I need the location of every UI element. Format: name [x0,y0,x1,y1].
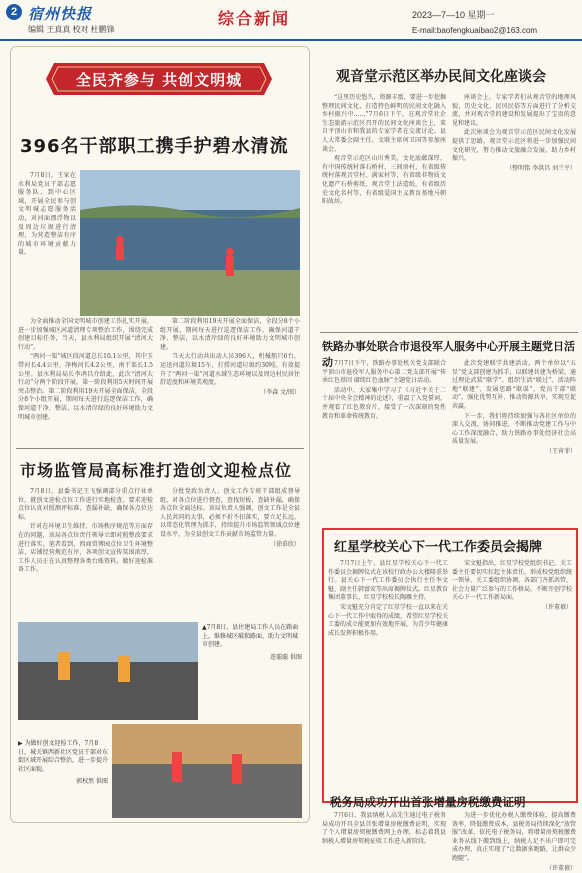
street-scene-icon [112,724,302,818]
section-divider [16,448,304,449]
article1-title: 396名干部职工携手护碧水清流 [20,136,289,157]
river-cleanup-photo [80,170,300,316]
article3-body-left [322,94,446,334]
masthead [0,0,582,42]
article5-body-right [452,560,572,798]
issue-date: 2023—7—10 星期一 [412,10,495,20]
article1-body [18,172,76,314]
caption-text: ▶ 为做好创文迎检工作，7月8日，城关镇西新社区党员干部对东街区域开展综合整治，进一步提升社区面貌。 [18,740,109,773]
caption-credit: 连聪聪 供图 [270,653,302,661]
article4-paragraph: 下一步，我们将持续加强与各社区单位的深入交流，协同推进，不断推动党建工作与中心工作深度融合，助力铁路办事处经济社会高质量发展。 [452,412,576,446]
article5-paragraph: 宋文魁指出，红星学校党组织书记、关工委主任要切实扛起主体责任，形成校党组织统一领导、关工委组织协调、各部门齐抓共管、社会力量广泛参与的工作格局，不断开创学校关心下一代工作新局面。 [452,560,573,602]
article6-body-right [452,812,576,872]
article2-body-right [160,488,300,618]
article1-continued [18,318,153,444]
article1-paragraph: “两河一渠”城区段河道总长10.1公里，其中玉带河长4.4公里、净梅河长4.2公里、南干渠长1.5公里。县水利局局长李鸿昌介绍此，此次“清河大行动”分两个阶段开展，第一阶段利用5天时间开展突击整治。第二阶段利用19天开展全面保洁，全段分8个小组开展，期间每天进行巡逻保洁工作，确保河道干净、整洁，以水清岸绿的良好环境助力文明城市创建。 [18,353,153,421]
road-repair-photo [18,622,198,720]
article1-side [160,318,300,444]
article4-title: 铁路办事处联合市退役军人服务中心开展主题党日活动 [322,340,575,369]
banner-text: 全民齐参与 共创文明城 [75,71,243,89]
campaign-banner [44,60,274,98]
section-title: 综合新闻 [218,9,291,28]
article3-paragraph: 此次座谈会为观音堂示范区民间文化发展提供了思路，观音堂示范区将进一步加强民间文化研究，努力推动文旅融合发展，助力乡村振兴。 [452,129,576,163]
article4-paragraph: 此次党建联学共建活动，两个单位以“五星”党支部创建为抓手，以联建共建为桥梁，通过理论武装“联学”、组织生活“联过”、活动阵地“联建”，发展思路“联谋”，党员干部“联动”，强化优势互补、推动资源共享，实现互促共赢。 [452,360,576,410]
community-photo-caption [18,740,108,820]
article5-title: 红星学校关心下一代工作委员会揭牌 [334,540,543,555]
article5-paragraph: 宋文魁充分肯定了红星学校一直以来在关心下一代工作中取得的成绩，希望红星学校关工委的成立能更加有效地开展，为青少年健康成长发挥积极作用。 [328,603,449,637]
article3-paragraph: 座谈会上，专家学者们从观音堂的地理风貌、历史文化、民风民俗等方面进行了分析交流，并对观音堂的建设和发展提出了宝贵的意见和建议。 [452,94,576,127]
community-cleanup-photo [112,724,302,818]
article6-paragraph: 7月6日，我县纳税人高先生通过电子税务局成功开具全县首张增量房税缴费证明，实现了个人增量房契税缴费网上办理，标志着我县纳税人增量房契税征收工作进入新阶段。 [322,812,446,845]
contact-email[interactable]: E-mail:baofengkuaibao2@163.com [412,26,538,35]
article2-body [18,488,153,618]
article5-body-left [328,560,448,798]
article5-paragraph: 7月7日上午，县红星学校关心下一代工作委员会揭牌仪式在该校行政办公大楼隆重举行。县关心下一代工作委员会执行主任李文魁、副主任韩富安等出席揭牌仪式。红星教育集团董事长、红星学校校长陶雁主持。 [328,560,449,602]
river-scene-icon [80,170,300,316]
article4-paragraph: 活动中，大家集中学习了《习近平关于二十届中央全会精神的论述》，重温了入党誓词，并观看了红色教育片，接受了一次深刻的党性教育和革命传统教育。 [322,386,446,420]
caption-credit: 郭权然 供图 [76,778,108,785]
article4-byline: （王宵菲） [545,447,576,455]
article4-body-left [322,360,446,520]
caption-text: ▲7月8日，县住建局工作人员在路面上，维修城区破损路面，助力文明城市创建。 [202,624,299,648]
newspaper-logo: 宿州快报 [28,5,93,23]
article3-paragraph: 观音堂示范区山川秀美，文化底蕴深厚，有中国传统村落石桥村、三间房村，有省级传统村落观音堂村、满家村等，有省级非物质文化遗产石桥剪纸、观音堂土法造纸，有省级历史文化名村等，有省级爱国主义教育基地马朝阳故居。 [322,155,446,206]
page-number: 2 [6,4,22,20]
article3-paragraph: “这里历史悠久，资源丰富，要进一步挖掘整理民间文化，打造特色鲜明的民间文化融入乡村振兴中……”7月6日下午，在观音堂社企生态旅游示范区召开的民间文化座谈会上，来自平顶山市和我县的专家学者在交流讨论。县人大常委会副主任、文联主席何卫国等参加座谈会。 [322,94,446,153]
article3-title: 观音堂示范区举办民间文化座谈会 [336,69,546,85]
article6-byline: （许董禛） [545,864,576,872]
article1-paragraph: 当天大行动共出动人员396人，机械船只6台，运送河道垃圾15车，打捞河道垃圾约30吨。有效提升了“两河一渠”河道水域生态环境以及周边村民居住舒适度和环境美观度。 [160,353,300,387]
article2-byline: （徐慕欣） [269,540,300,548]
road-work-scene-icon [18,622,198,720]
article6-body-left [322,812,446,845]
article1-byline: （李森 文/图） [260,388,300,396]
article4-paragraph: 7月7日下午，铁路办事处机关党支部联合平顶山市退役军人服务中心第二党支部开展“传承红色基因 赓续红色血脉”主题党日活动。 [322,360,446,385]
article2-paragraph: 7月8日，县委书记王飞强调部分重点行业单位，就创文迎检点位工作进行实地检查，要求迎检点位认真对照测评标准，查漏补缺，确保各点位达标。 [18,488,153,521]
article6-title: 税务局成功开出首张增量房税缴费证明 [330,795,526,809]
article3-body-right [452,94,576,334]
section-divider [320,332,578,333]
article2-title: 市场监管局高标准打造创文迎检点位 [20,461,293,480]
article2-paragraph: 针对在环境卫生维持、市场秩序规范等方面存在的问题，该局各点位责任领导立即对照整改要求进行落实。笔者看到，西商贸博园点位卫生环境整洁，店铺经营规范有序，各项创文宣传氛围浓厚，工作人员正在认真整理各类台账资料，做好迎检准备工作。 [18,523,153,574]
article3-byline: （整明铭 李洪昌 刘兰平） [506,164,576,172]
article6-paragraph: 为进一步优化办税人缴费体验，提高缴费效率，降低缴费成本，县税务局持续深化“放管服”改革，依托电子税务局，将增量房契税缴费业务从线下搬到线上，纳税人足不出户即可完成办理，真正实现了“让数据多跑路，让群众少跑腿”。 [452,812,576,862]
article5-byline: （许董禛） [541,603,572,611]
article1-paragraph: 第二阶段利用19天开展全面保洁，全段分8个小组开展，期间每天进行巡逻保洁工作，确保河道干净、整洁，以水清岸绿的良好环境助力文明城市创建。 [160,318,300,351]
article1-paragraph: 为全面推动全国文明城市创建工作扎实开展，进一步加强城区河道清理专项整治工作，围绕完成创建目标任务，当天，县水利局组织开展“清河大行动”。 [18,318,153,351]
road-photo-caption [202,624,302,714]
article4-body-right [452,360,576,520]
header-rule [0,39,582,41]
editor-credits: 编辑 王真真 校对 杜鹏锋 [28,25,115,34]
article2-paragraph: 分批党政负责人、创文工作专班干部组成督导组，对各点位进行督查，查找短板，查缺补漏，确保各点位全面达标。该局负责人强调，创文工作是全县人民共同的大事，必须不折不扣落实，要立足长远，以常态化管理为抓手，持续提升市场监管领域点位建设水平，为全县创文工作贡献市场监管力量。 [160,488,300,538]
article1-paragraph: 7月8日，王家在水利局党员干部志愿服务队，到中心区域，开展全民参与创文明城志愿服务活动，对河面漂浮物以及周边垃圾进行清理，为营造整洁有序的城市环境贡献力量。 [18,172,76,257]
